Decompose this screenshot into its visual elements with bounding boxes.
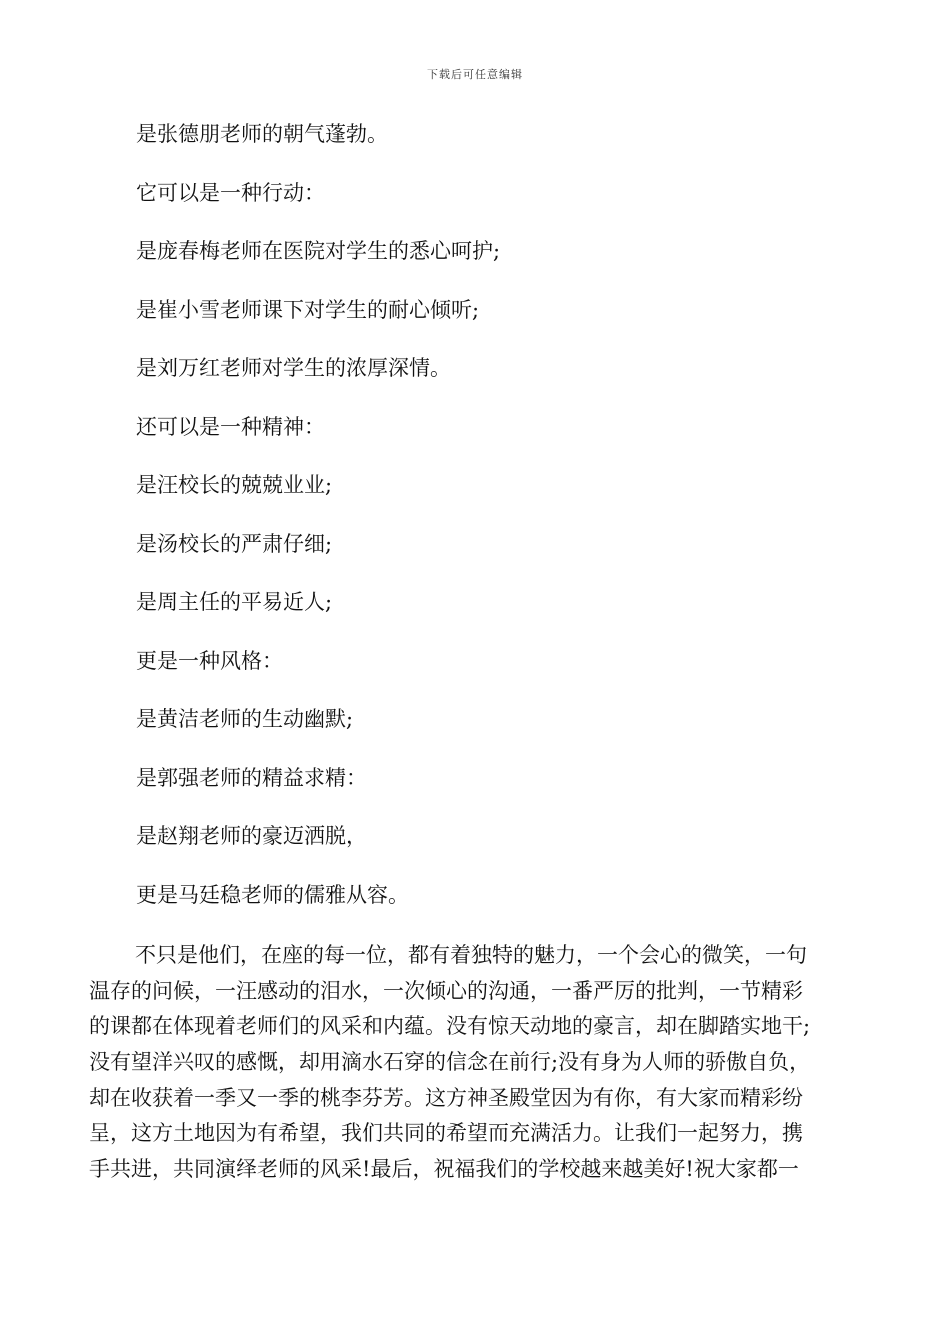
- text-line: 更是一种风格：: [136, 648, 283, 673]
- text-line: 还可以是一种精神：: [136, 414, 325, 439]
- paragraph-line: 呈，这方土地因为有希望，我们共同的希望而充满活力。让我们一起努力，携: [89, 1121, 803, 1146]
- paragraph-line: 却在收获着一季又一季的桃李芬芳。这方神圣殿堂因为有你，有大家而精彩纷: [89, 1085, 803, 1110]
- text-line: 是汪校长的兢兢业业;: [136, 473, 333, 497]
- text-line: 是汤校长的严肃仔细;: [136, 531, 333, 556]
- paragraph-line: 不只是他们，在座的每一位，都有着独特的魅力，一个会心的微笑，一句: [135, 943, 807, 967]
- header-note: 下载后可任意编辑: [427, 68, 523, 81]
- text-line: 是赵翔老师的豪迈洒脱，: [136, 824, 367, 848]
- paragraph-line: 没有望洋兴叹的感慨，却用滴水石穿的信念在前行;没有身为人师的骄傲自负，: [89, 1050, 811, 1075]
- text-line: 是周主任的平易近人;: [136, 590, 333, 614]
- paragraph-line: 的课都在体现着老师们的风采和内蕴。没有惊天动地的豪言，却在脚踏实地干;: [89, 1014, 811, 1039]
- paragraph-line: 温存的问候，一汪感动的泪水，一次倾心的沟通，一番严厉的批判，一节精彩: [89, 978, 803, 1003]
- text-line: 是郭强老师的精益求精：: [136, 765, 367, 790]
- text-lines: [136, 121, 856, 940]
- text-line: 是庞春梅老师在医院对学生的悉心呵护;: [136, 239, 501, 263]
- text-line: 更是马廷稳老师的儒雅从容。: [136, 882, 409, 907]
- paragraph-line: 手共进，共同演绎老师的风采!最后，祝福我们的学校越来越美好!祝大家都一: [89, 1157, 799, 1182]
- body-paragraph: [89, 938, 851, 1188]
- text-line: 是崔小雪老师课下对学生的耐心倾听;: [136, 297, 480, 322]
- text-line: 是张德朋老师的朝气蓬勃。: [136, 122, 388, 146]
- text-line: 是刘万红老师对学生的浓厚深情。: [136, 356, 451, 380]
- text-line: 是黄洁老师的生动幽默;: [136, 707, 354, 731]
- text-line: 它可以是一种行动：: [136, 180, 325, 205]
